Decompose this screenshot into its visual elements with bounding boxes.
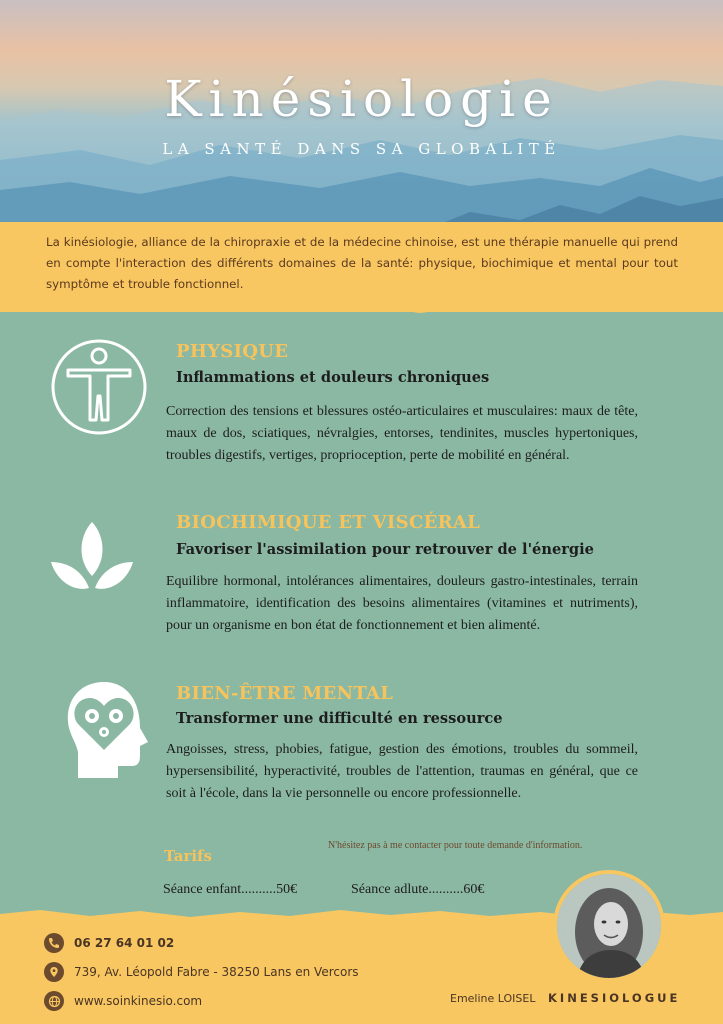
- section-body-physique: Correction des tensions et blessures ostéo-articulaires et musculaires: maux de tête, maux de dos, sciatiques, névralgies, entorses, tendinites, muscles hypertoniques, troubles digestifs, vertiges, proprioception, perte de mobilité en général.: [166, 404, 638, 463]
- phone-icon: [44, 933, 64, 953]
- contact-note: N'hésitez pas à me contacter pour toute demande d'information.: [328, 840, 583, 851]
- price-adult: Séance adlute..........60€: [351, 882, 485, 897]
- human-figure-icon: [50, 338, 148, 441]
- price-child: Séance enfant..........50€: [163, 882, 298, 897]
- address-text: 739, Av. Léopold Fabre - 38250 Lans en Vercors: [74, 965, 359, 979]
- section-body-mental: Angoisses, stress, phobies, fatigue, gestion des émotions, troubles du sommeil, hypersensibilité, hyperactivité, troubles de l'attention, traumas en général, que ce soit à l'école, dans la vie personnelle ou encore professionnelle.: [166, 742, 638, 801]
- section-title-biochimique: BIOCHIMIQUE ET VISCÉRAL: [176, 512, 481, 533]
- website-row[interactable]: [44, 991, 202, 1011]
- location-pin-icon: [44, 962, 64, 982]
- portrait-photo: [557, 874, 661, 978]
- website-link[interactable]: www.soinkinesio.com: [74, 994, 203, 1008]
- practitioner-role: KINESIOLOGUE: [548, 991, 681, 1005]
- section-subtitle-physique: Inflammations et douleurs chroniques: [176, 369, 490, 386]
- phone-row[interactable]: [44, 933, 174, 953]
- section-title-physique: PHYSIQUE: [176, 341, 289, 362]
- section-subtitle-biochimique: Favoriser l'assimilation pour retrouver de l'énergie: [176, 541, 594, 558]
- avatar: [553, 870, 665, 982]
- torn-edge: [0, 296, 723, 318]
- intro-paragraph: La kinésiologie, alliance de la chiropraxie et de la médecine chinoise, est une thérapie manuelle qui prend en compte l'interaction des différents domaines de la santé: physique, biochimique et mental pour tout symptôme et trouble fonctionnel.: [46, 235, 678, 291]
- head-gears-heart-icon: [64, 680, 150, 785]
- section-body-biochimique: Equilibre hormonal, intolérances alimentaires, douleurs gastro-intestinales, terrain inflammatoire, identification des besoins alimentaires (vitamines et nutriments), pour un organisme en bon état de fonctionnement et bien alimenté.: [166, 574, 638, 633]
- page-subtitle: LA SANTÉ DANS SA GLOBALITÉ: [162, 140, 561, 158]
- hero-banner: [0, 0, 723, 228]
- phone-number[interactable]: 06 27 64 01 02: [74, 936, 175, 950]
- section-subtitle-mental: Transformer une difficulté en ressource: [176, 710, 503, 727]
- page-title: Kinésiologie: [164, 70, 559, 128]
- tarifs-title: Tarifs: [164, 847, 212, 865]
- leaves-icon: [49, 520, 135, 601]
- section-title-mental: BIEN-ÊTRE MENTAL: [176, 683, 394, 704]
- address-row: [44, 962, 359, 982]
- globe-icon: [44, 991, 64, 1011]
- practitioner-name: Emeline LOISEL: [450, 992, 536, 1005]
